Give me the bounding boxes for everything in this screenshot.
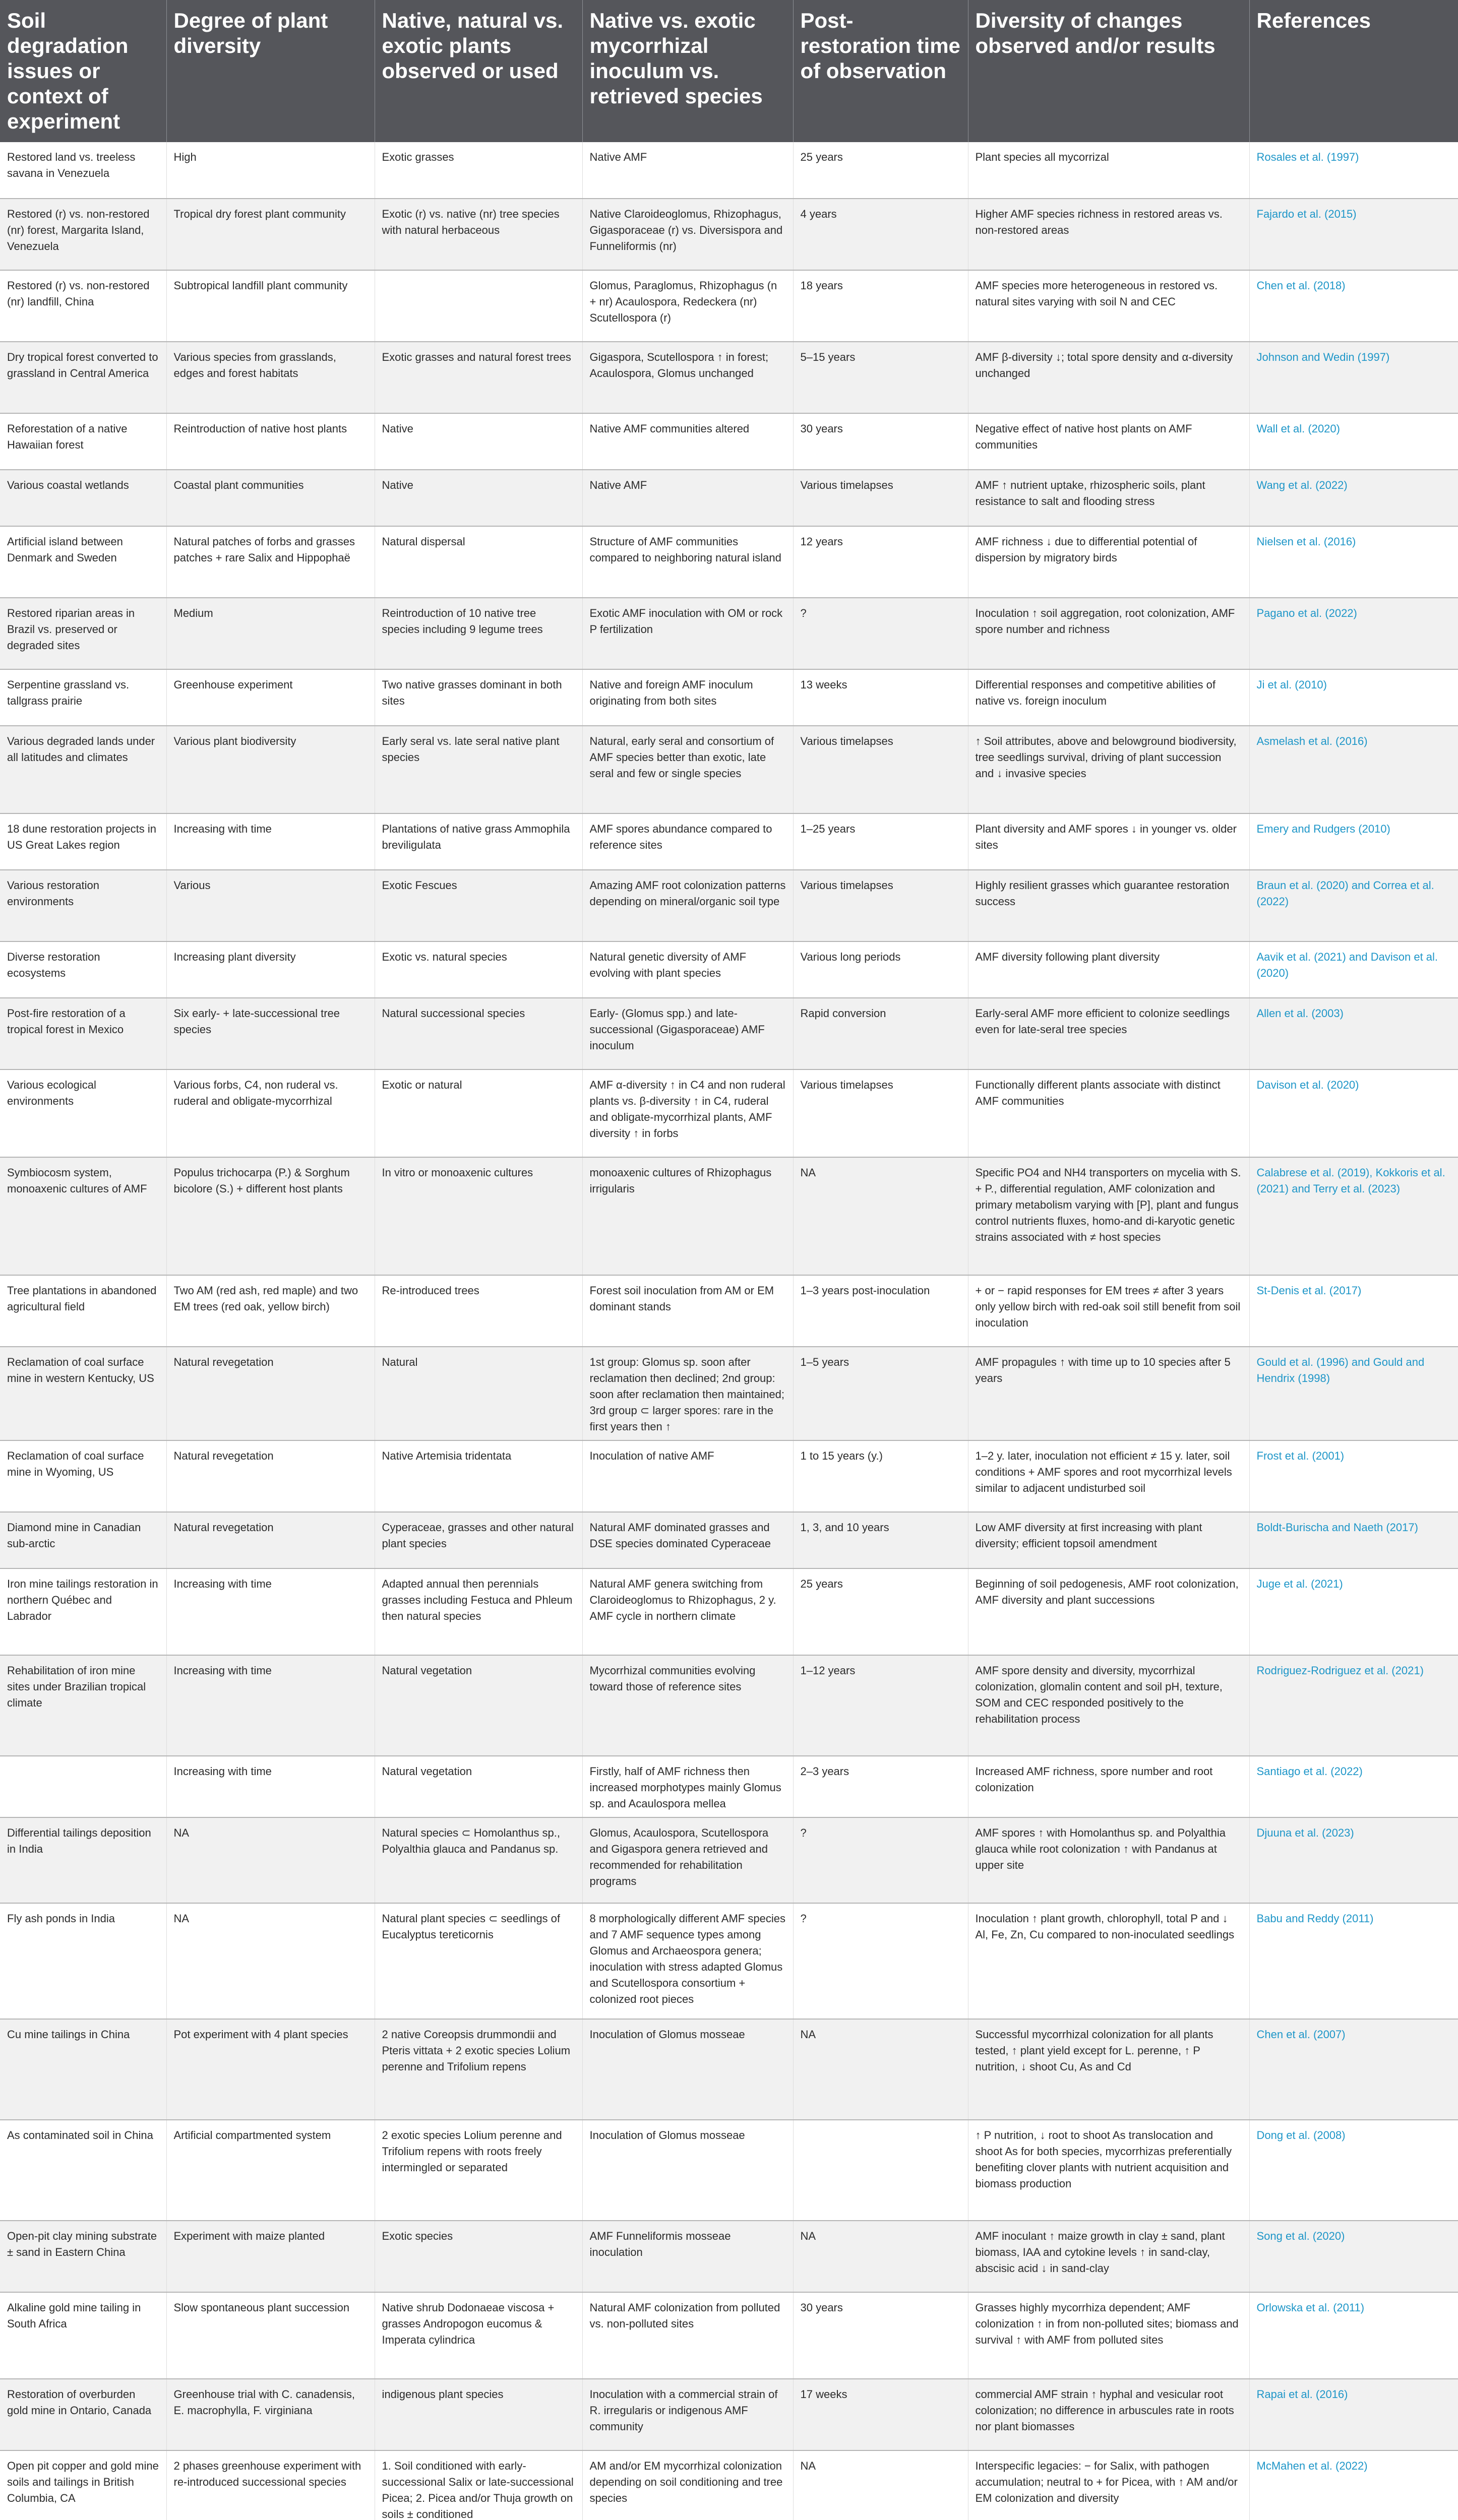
- cell-context: Post-fire restoration of a tropical forest in Mexico: [0, 998, 166, 1069]
- cell-context: Cu mine tailings in China: [0, 2019, 166, 2120]
- cell-results: Plant species all mycorrizal: [968, 142, 1249, 199]
- cell-context: Various degraded lands under all latitudes and climates: [0, 726, 166, 813]
- cell-plants-used: Cyperaceae, grasses and other natural plant species: [375, 1512, 582, 1568]
- cell-reference[interactable]: Davison et al. (2020): [1249, 1069, 1458, 1157]
- cell-context: [0, 1756, 166, 1817]
- cell-reference[interactable]: Chen et al. (2018): [1249, 270, 1458, 342]
- cell-results: Grasses highly mycorrhiza dependent; AMF colonization ↑ in from non-polluted sites; biomass and survival ↑ with AMF from polluted sites: [968, 2292, 1249, 2379]
- cell-plants-used: Natural vegetation: [375, 1655, 582, 1756]
- table-row: [0, 2019, 1458, 2120]
- cell-plant-diversity: Medium: [166, 598, 375, 669]
- cell-plant-diversity: Increasing with time: [166, 1568, 375, 1655]
- cell-results: Highly resilient grasses which guarantee restoration success: [968, 870, 1249, 941]
- cell-reference[interactable]: Boldt-Burischa and Naeth (2017): [1249, 1512, 1458, 1568]
- cell-inoculum: Natural genetic diversity of AMF evolving with plant species: [582, 941, 793, 998]
- cell-reference[interactable]: Rosales et al. (1997): [1249, 142, 1458, 199]
- table-row: [0, 1347, 1458, 1440]
- cell-results: Successful mycorrhizal colonization for all plants tested, ↑ plant yield except for L. perenne, ↑ P nutrition, ↓ shoot Cu, As and Cd: [968, 2019, 1249, 2120]
- cell-results: AMF spore density and diversity, mycorrhizal colonization, glomalin content and soil pH, texture, SOM and CEC responded positively to the rehabilitation process: [968, 1655, 1249, 1756]
- cell-results: AMF diversity following plant diversity: [968, 941, 1249, 998]
- table-row: [0, 813, 1458, 870]
- cell-plant-diversity: Coastal plant communities: [166, 470, 375, 526]
- cell-time: Various long periods: [793, 941, 968, 998]
- cell-plants-used: [375, 270, 582, 342]
- cell-context: Dry tropical forest converted to grassland in Central America: [0, 342, 166, 413]
- cell-results: Increased AMF richness, spore number and root colonization: [968, 1756, 1249, 1817]
- cell-context: Symbiocosm system, monoaxenic cultures of AMF: [0, 1157, 166, 1275]
- cell-reference[interactable]: Dong et al. (2008): [1249, 2120, 1458, 2221]
- cell-time: 12 years: [793, 526, 968, 598]
- cell-inoculum: Exotic AMF inoculation with OM or rock P fertilization: [582, 598, 793, 669]
- cell-inoculum: Inoculation with a commercial strain of R. irregularis or indigenous AMF community: [582, 2379, 793, 2450]
- cell-plants-used: Natural dispersal: [375, 526, 582, 598]
- cell-time: 1–12 years: [793, 1655, 968, 1756]
- cell-plants-used: Native shrub Dodonaeae viscosa + grasses Andropogon eucomus & Imperata cylindrica: [375, 2292, 582, 2379]
- cell-reference[interactable]: Emery and Rudgers (2010): [1249, 813, 1458, 870]
- cell-reference[interactable]: Wall et al. (2020): [1249, 413, 1458, 470]
- cell-results: commercial AMF strain ↑ hyphal and vesicular root colonization; no difference in arbuscules rate in roots nor plant biomasses: [968, 2379, 1249, 2450]
- cell-reference[interactable]: Djuuna et al. (2023): [1249, 1817, 1458, 1903]
- table-row: [0, 1440, 1458, 1512]
- cell-inoculum: Natural AMF dominated grasses and DSE species dominated Cyperaceae: [582, 1512, 793, 1568]
- cell-context: Serpentine grassland vs. tallgrass prairie: [0, 669, 166, 726]
- cell-plant-diversity: Various plant biodiversity: [166, 726, 375, 813]
- cell-reference[interactable]: Juge et al. (2021): [1249, 1568, 1458, 1655]
- cell-inoculum: AMF Funneliformis mosseae inoculation: [582, 2221, 793, 2292]
- cell-context: Restored (r) vs. non-restored (nr) forest, Margarita Island, Venezuela: [0, 199, 166, 270]
- cell-plant-diversity: Populus trichocarpa (P.) & Sorghum bicolore (S.) + different host plants: [166, 1157, 375, 1275]
- cell-plants-used: Natural species ⊂ Homolanthus sp., Polyalthia glauca and Pandanus sp.: [375, 1817, 582, 1903]
- header-context: Soil degradation issues or context of experiment: [0, 0, 166, 142]
- table-row: [0, 199, 1458, 270]
- cell-context: Various ecological environments: [0, 1069, 166, 1157]
- header-time: Post-restoration time of observation: [793, 0, 968, 142]
- header-references: References: [1249, 0, 1458, 142]
- cell-inoculum: Early- (Glomus spp.) and late-successional (Gigasporaceae) AMF inoculum: [582, 998, 793, 1069]
- cell-inoculum: Natural, early seral and consortium of AMF species better than exotic, late seral and few or single species: [582, 726, 793, 813]
- table-row: [0, 413, 1458, 470]
- cell-plant-diversity: Greenhouse trial with C. canadensis, E. macrophylla, F. virginiana: [166, 2379, 375, 2450]
- cell-plant-diversity: Natural patches of forbs and grasses patches + rare Salix and Hippophaë: [166, 526, 375, 598]
- cell-reference[interactable]: Asmelash et al. (2016): [1249, 726, 1458, 813]
- table-row: [0, 726, 1458, 813]
- cell-plant-diversity: Slow spontaneous plant succession: [166, 2292, 375, 2379]
- cell-inoculum: Inoculation of native AMF: [582, 1440, 793, 1512]
- cell-inoculum: Glomus, Acaulospora, Scutellospora and Gigaspora genera retrieved and recommended for rehabilitation programs: [582, 1817, 793, 1903]
- cell-results: Functionally different plants associate with distinct AMF communities: [968, 1069, 1249, 1157]
- cell-results: Inoculation ↑ soil aggregation, root colonization, AMF spore number and richness: [968, 598, 1249, 669]
- cell-context: Fly ash ponds in India: [0, 1903, 166, 2019]
- table-row: [0, 526, 1458, 598]
- cell-plants-used: Early seral vs. late seral native plant species: [375, 726, 582, 813]
- cell-reference[interactable]: Allen et al. (2003): [1249, 998, 1458, 1069]
- cell-plant-diversity: Increasing with time: [166, 813, 375, 870]
- header-results: Diversity of changes observed and/or results: [968, 0, 1249, 142]
- cell-time: 1 to 15 years (y.): [793, 1440, 968, 1512]
- cell-inoculum: Structure of AMF communities compared to neighboring natural island: [582, 526, 793, 598]
- cell-results: 1–2 y. later, inoculation not efficient ≠ 15 y. later, soil conditions + AMF spores and root mycorrhizal levels similar to adjacent undisturbed soil: [968, 1440, 1249, 1512]
- cell-results: AMF ↑ nutrient uptake, rhizospheric soils, plant resistance to salt and flooding stress: [968, 470, 1249, 526]
- cell-time: 5–15 years: [793, 342, 968, 413]
- cell-inoculum: Forest soil inoculation from AM or EM dominant stands: [582, 1275, 793, 1347]
- cell-results: Beginning of soil pedogenesis, AMF root colonization, AMF diversity and plant successions: [968, 1568, 1249, 1655]
- cell-plant-diversity: Various forbs, C4, non ruderal vs. ruderal and obligate-mycorrhizal: [166, 1069, 375, 1157]
- cell-inoculum: Mycorrhizal communities evolving toward those of reference sites: [582, 1655, 793, 1756]
- table-header-row: [0, 0, 1458, 142]
- cell-context: Reclamation of coal surface mine in Wyoming, US: [0, 1440, 166, 1512]
- table-row: [0, 1069, 1458, 1157]
- cell-time: Various timelapses: [793, 1069, 968, 1157]
- cell-plant-diversity: Increasing plant diversity: [166, 941, 375, 998]
- cell-plant-diversity: Experiment with maize planted: [166, 2221, 375, 2292]
- cell-results: ↑ Soil attributes, above and belowground biodiversity, tree seedlings survival, driving of plant succession and ↓ invasive species: [968, 726, 1249, 813]
- cell-plants-used: Plantations of native grass Ammophila breviligulata: [375, 813, 582, 870]
- cell-plant-diversity: Various: [166, 870, 375, 941]
- cell-results: Plant diversity and AMF spores ↓ in younger vs. older sites: [968, 813, 1249, 870]
- cell-inoculum: Inoculation of Glomus mosseae: [582, 2019, 793, 2120]
- cell-inoculum: monoaxenic cultures of Rhizophagus irrigularis: [582, 1157, 793, 1275]
- cell-context: Rehabilitation of iron mine sites under Brazilian tropical climate: [0, 1655, 166, 1756]
- cell-results: Differential responses and competitive abilities of native vs. foreign inoculum: [968, 669, 1249, 726]
- cell-time: ?: [793, 1903, 968, 2019]
- cell-reference[interactable]: Aavik et al. (2021) and Davison et al. (2020): [1249, 941, 1458, 998]
- cell-plants-used: Exotic grasses: [375, 142, 582, 199]
- cell-reference[interactable]: Chen et al. (2007): [1249, 2019, 1458, 2120]
- cell-inoculum: AM and/or EM mycorrhizal colonization depending on soil conditioning and tree species: [582, 2450, 793, 2520]
- cell-inoculum: Inoculation of Glomus mosseae: [582, 2120, 793, 2221]
- cell-results: Low AMF diversity at first increasing with plant diversity; efficient topsoil amendment: [968, 1512, 1249, 1568]
- table-row: [0, 142, 1458, 199]
- cell-inoculum: Native and foreign AMF inoculum originating from both sites: [582, 669, 793, 726]
- cell-context: Restored (r) vs. non-restored (nr) landfill, China: [0, 270, 166, 342]
- cell-results: Specific PO4 and NH4 transporters on mycelia with S. + P., differential regulation, AMF colonization and primary metabolism varying with [P], plant and fungus control nutrients fluxes, homo-and di-karyotic genetic strains associated with ≠ host species: [968, 1157, 1249, 1275]
- table-row: [0, 998, 1458, 1069]
- cell-plant-diversity: High: [166, 142, 375, 199]
- cell-plant-diversity: Natural revegetation: [166, 1512, 375, 1568]
- cell-time: 25 years: [793, 1568, 968, 1655]
- cell-inoculum: Native AMF communities altered: [582, 413, 793, 470]
- cell-plants-used: Exotic or natural: [375, 1069, 582, 1157]
- table-row: [0, 1275, 1458, 1347]
- cell-results: AMF spores ↑ with Homolanthus sp. and Polyalthia glauca while root colonization ↑ with Pandanus at upper site: [968, 1817, 1249, 1903]
- cell-reference[interactable]: Frost et al. (2001): [1249, 1440, 1458, 1512]
- cell-plant-diversity: Natural revegetation: [166, 1440, 375, 1512]
- cell-time: 1, 3, and 10 years: [793, 1512, 968, 1568]
- cell-reference[interactable]: Braun et al. (2020) and Correa et al. (2022): [1249, 870, 1458, 941]
- cell-plant-diversity: Natural revegetation: [166, 1347, 375, 1440]
- cell-plants-used: Adapted annual then perennials grasses including Festuca and Phleum then natural species: [375, 1568, 582, 1655]
- table-row: [0, 669, 1458, 726]
- cell-reference[interactable]: Wang et al. (2022): [1249, 470, 1458, 526]
- cell-context: Reforestation of a native Hawaiian forest: [0, 413, 166, 470]
- cell-time: [793, 2120, 968, 2221]
- cell-plants-used: Exotic Fescues: [375, 870, 582, 941]
- cell-plants-used: 2 native Coreopsis drummondii and Pteris vittata + 2 exotic species Lolium perenne and Trifolium repens: [375, 2019, 582, 2120]
- cell-plant-diversity: Pot experiment with 4 plant species: [166, 2019, 375, 2120]
- cell-results: AMF species more heterogeneous in restored vs. natural sites varying with soil N and CEC: [968, 270, 1249, 342]
- cell-plants-used: Re-introduced trees: [375, 1275, 582, 1347]
- cell-plant-diversity: Subtropical landfill plant community: [166, 270, 375, 342]
- cell-time: 1–5 years: [793, 1347, 968, 1440]
- cell-reference[interactable]: St-Denis et al. (2017): [1249, 1275, 1458, 1347]
- cell-time: NA: [793, 2019, 968, 2120]
- cell-results: Negative effect of native host plants on AMF communities: [968, 413, 1249, 470]
- cell-time: 17 weeks: [793, 2379, 968, 2450]
- cell-time: 18 years: [793, 270, 968, 342]
- cell-inoculum: Native AMF: [582, 470, 793, 526]
- cell-plant-diversity: Increasing with time: [166, 1756, 375, 1817]
- cell-inoculum: Natural AMF colonization from polluted vs. non-polluted sites: [582, 2292, 793, 2379]
- cell-context: Artificial island between Denmark and Sweden: [0, 526, 166, 598]
- cell-inoculum: AMF spores abundance compared to reference sites: [582, 813, 793, 870]
- cell-time: 30 years: [793, 2292, 968, 2379]
- cell-inoculum: 8 morphologically different AMF species and 7 AMF sequence types among Glomus and Archaeospora genera; inoculation with stress adapted Glomus and Scutellospora consortium + colonized root pieces: [582, 1903, 793, 2019]
- cell-reference[interactable]: Rodriguez-Rodriguez et al. (2021): [1249, 1655, 1458, 1756]
- cell-results: Early-seral AMF more efficient to colonize seedlings even for late-seral tree species: [968, 998, 1249, 1069]
- cell-plant-diversity: NA: [166, 1817, 375, 1903]
- table-row: [0, 1817, 1458, 1903]
- cell-context: 18 dune restoration projects in US Great Lakes region: [0, 813, 166, 870]
- cell-inoculum: Natural AMF genera switching from Claroideoglomus to Rhizophagus, 2 y. AMF cycle in northern climate: [582, 1568, 793, 1655]
- cell-reference[interactable]: Rapai et al. (2016): [1249, 2379, 1458, 2450]
- cell-plants-used: indigenous plant species: [375, 2379, 582, 2450]
- cell-inoculum: 1st group: Glomus sp. soon after reclamation then declined; 2nd group: soon after reclamation then maintained; 3rd group ⊂ larger spores: rare in the first years then ↑: [582, 1347, 793, 1440]
- cell-reference[interactable]: Babu and Reddy (2011): [1249, 1903, 1458, 2019]
- cell-context: Differential tailings deposition in India: [0, 1817, 166, 1903]
- cell-results: AMF inoculant ↑ maize growth in clay ± sand, plant biomass, IAA and cytokine levels ↑ in sand-clay, abscisic acid ↓ in sand-clay: [968, 2221, 1249, 2292]
- cell-reference[interactable]: Calabrese et al. (2019), Kokkoris et al. (2021) and Terry et al. (2023): [1249, 1157, 1458, 1275]
- cell-reference[interactable]: Gould et al. (1996) and Gould and Hendrix (1998): [1249, 1347, 1458, 1440]
- table-row: [0, 870, 1458, 941]
- cell-time: NA: [793, 2221, 968, 2292]
- cell-plants-used: 1. Soil conditioned with early-successional Salix or late-successional Picea; 2. Picea and/or Thuja growth on soils ± conditioned: [375, 2450, 582, 2520]
- cell-time: 13 weeks: [793, 669, 968, 726]
- table-row: [0, 2379, 1458, 2450]
- table-row: [0, 1655, 1458, 1756]
- cell-time: Various timelapses: [793, 726, 968, 813]
- cell-inoculum: Gigaspora, Scutellospora ↑ in forest; Acaulospora, Glomus unchanged: [582, 342, 793, 413]
- cell-plant-diversity: Increasing with time: [166, 1655, 375, 1756]
- cell-context: Tree plantations in abandoned agricultural field: [0, 1275, 166, 1347]
- cell-results: Higher AMF species richness in restored areas vs. non-restored areas: [968, 199, 1249, 270]
- cell-inoculum: Firstly, half of AMF richness then increased morphotypes mainly Glomus sp. and Acaulospora mellea: [582, 1756, 793, 1817]
- table-row: [0, 2221, 1458, 2292]
- cell-time: 30 years: [793, 413, 968, 470]
- cell-plants-used: Natural plant species ⊂ seedlings of Eucalyptus tereticornis: [375, 1903, 582, 2019]
- cell-plant-diversity: Greenhouse experiment: [166, 669, 375, 726]
- cell-plants-used: Exotic species: [375, 2221, 582, 2292]
- table-row: [0, 1756, 1458, 1817]
- cell-time: Various timelapses: [793, 870, 968, 941]
- cell-inoculum: Glomus, Paraglomus, Rhizophagus (n + nr) Acaulospora, Redeckera (nr) Scutellospora (r): [582, 270, 793, 342]
- cell-context: Reclamation of coal surface mine in western Kentucky, US: [0, 1347, 166, 1440]
- cell-plant-diversity: Artificial compartmented system: [166, 2120, 375, 2221]
- cell-plants-used: Native: [375, 470, 582, 526]
- cell-results: Inoculation ↑ plant growth, chlorophyll, total P and ↓ Al, Fe, Zn, Cu compared to non-inoculated seedlings: [968, 1903, 1249, 2019]
- header-inoculum: Native vs. exotic mycorrhizal inoculum vs. retrieved species: [582, 0, 793, 142]
- cell-results: + or − rapid responses for EM trees ≠ after 3 years only yellow birch with red-oak soil still benefit from soil inoculation: [968, 1275, 1249, 1347]
- cell-context: Diverse restoration ecosystems: [0, 941, 166, 998]
- cell-plant-diversity: Six early- + late-successional tree species: [166, 998, 375, 1069]
- cell-context: Restored land vs. treeless savana in Venezuela: [0, 142, 166, 199]
- table-row: [0, 2450, 1458, 2520]
- cell-plants-used: Natural successional species: [375, 998, 582, 1069]
- cell-time: ?: [793, 1817, 968, 1903]
- cell-reference[interactable]: Johnson and Wedin (1997): [1249, 342, 1458, 413]
- table-row: [0, 2120, 1458, 2221]
- cell-plant-diversity: Various species from grasslands, edges and forest habitats: [166, 342, 375, 413]
- cell-context: Open pit copper and gold mine soils and tailings in British Columbia, CA: [0, 2450, 166, 2520]
- cell-plants-used: In vitro or monoaxenic cultures: [375, 1157, 582, 1275]
- cell-reference[interactable]: Pagano et al. (2022): [1249, 598, 1458, 669]
- cell-reference[interactable]: Song et al. (2020): [1249, 2221, 1458, 2292]
- cell-time: 1–3 years post-inoculation: [793, 1275, 968, 1347]
- cell-time: ?: [793, 598, 968, 669]
- table-row: [0, 342, 1458, 413]
- cell-reference[interactable]: Orlowska et al. (2011): [1249, 2292, 1458, 2379]
- cell-results: AMF richness ↓ due to differential potential of dispersion by migratory birds: [968, 526, 1249, 598]
- cell-reference[interactable]: Ji et al. (2010): [1249, 669, 1458, 726]
- table-row: [0, 1512, 1458, 1568]
- cell-plants-used: Exotic (r) vs. native (nr) tree species with natural herbaceous: [375, 199, 582, 270]
- cell-context: As contaminated soil in China: [0, 2120, 166, 2221]
- cell-plant-diversity: NA: [166, 1903, 375, 2019]
- cell-inoculum: Native AMF: [582, 142, 793, 199]
- cell-plants-used: Native Artemisia tridentata: [375, 1440, 582, 1512]
- cell-context: Alkaline gold mine tailing in South Africa: [0, 2292, 166, 2379]
- cell-plant-diversity: Reintroduction of native host plants: [166, 413, 375, 470]
- cell-plants-used: Exotic vs. natural species: [375, 941, 582, 998]
- cell-context: Various coastal wetlands: [0, 470, 166, 526]
- cell-time: NA: [793, 2450, 968, 2520]
- cell-plants-used: Native: [375, 413, 582, 470]
- header-plants-used: Native, natural vs. exotic plants observed or used: [375, 0, 582, 142]
- cell-reference[interactable]: Nielsen et al. (2016): [1249, 526, 1458, 598]
- cell-time: Various timelapses: [793, 470, 968, 526]
- cell-plant-diversity: 2 phases greenhouse experiment with re-introduced successional species: [166, 2450, 375, 2520]
- cell-reference[interactable]: Fajardo et al. (2015): [1249, 199, 1458, 270]
- cell-reference[interactable]: Santiago et al. (2022): [1249, 1756, 1458, 1817]
- cell-results: AMF β-diversity ↓; total spore density and α-diversity unchanged: [968, 342, 1249, 413]
- header-plant-diversity: Degree of plant diversity: [166, 0, 375, 142]
- table-row: [0, 598, 1458, 669]
- cell-inoculum: Amazing AMF root colonization patterns depending on mineral/organic soil type: [582, 870, 793, 941]
- cell-plants-used: Exotic grasses and natural forest trees: [375, 342, 582, 413]
- cell-plant-diversity: Tropical dry forest plant community: [166, 199, 375, 270]
- cell-plants-used: Reintroduction of 10 native tree species including 9 legume trees: [375, 598, 582, 669]
- cell-plants-used: Natural: [375, 1347, 582, 1440]
- cell-results: AMF propagules ↑ with time up to 10 species after 5 years: [968, 1347, 1249, 1440]
- table-row: [0, 1903, 1458, 2019]
- cell-time: 4 years: [793, 199, 968, 270]
- cell-context: Iron mine tailings restoration in northern Québec and Labrador: [0, 1568, 166, 1655]
- cell-results: Interspecific legacies: − for Salix, with pathogen accumulation; neutral to + for Picea, with ↑ AM and/or EM colonization and diversity: [968, 2450, 1249, 2520]
- table-row: [0, 1568, 1458, 1655]
- cell-reference[interactable]: McMahen et al. (2022): [1249, 2450, 1458, 2520]
- cell-context: Various restoration environments: [0, 870, 166, 941]
- table-row: [0, 270, 1458, 342]
- cell-results: ↑ P nutrition, ↓ root to shoot As translocation and shoot As for both species, mycorrhizas preferentially benefiting clover plants with nutrient acquisition and biomass production: [968, 2120, 1249, 2221]
- cell-time: Rapid conversion: [793, 998, 968, 1069]
- cell-time: 2–3 years: [793, 1756, 968, 1817]
- table-row: [0, 1157, 1458, 1275]
- cell-context: Open-pit clay mining substrate ± sand in Eastern China: [0, 2221, 166, 2292]
- cell-time: 1–25 years: [793, 813, 968, 870]
- cell-context: Restored riparian areas in Brazil vs. preserved or degraded sites: [0, 598, 166, 669]
- cell-time: 25 years: [793, 142, 968, 199]
- cell-context: Diamond mine in Canadian sub-arctic: [0, 1512, 166, 1568]
- cell-context: Restoration of overburden gold mine in Ontario, Canada: [0, 2379, 166, 2450]
- cell-time: NA: [793, 1157, 968, 1275]
- cell-inoculum: Native Claroideoglomus, Rhizophagus, Gigasporaceae (r) vs. Diversispora and Funneliformis (nr): [582, 199, 793, 270]
- cell-plants-used: Two native grasses dominant in both sites: [375, 669, 582, 726]
- table-row: [0, 941, 1458, 998]
- cell-plants-used: Natural vegetation: [375, 1756, 582, 1817]
- cell-inoculum: AMF α-diversity ↑ in C4 and non ruderal plants vs. β-diversity ↑ in C4, ruderal and obligate-mycorrhizal plants, AMF diversity ↑ in forbs: [582, 1069, 793, 1157]
- cell-plants-used: 2 exotic species Lolium perenne and Trifolium repens with roots freely intermingled or separated: [375, 2120, 582, 2221]
- cell-plant-diversity: Two AM (red ash, red maple) and two EM trees (red oak, yellow birch): [166, 1275, 375, 1347]
- table-row: [0, 470, 1458, 526]
- table-row: [0, 2292, 1458, 2379]
